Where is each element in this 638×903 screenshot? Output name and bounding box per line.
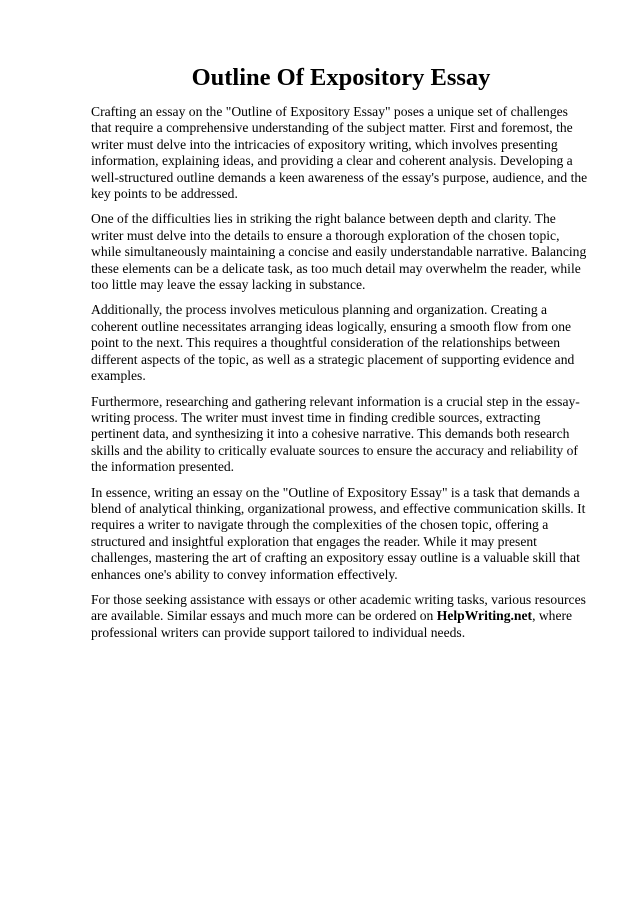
paragraph-4: Furthermore, researching and gathering relevant information is a crucial step in the essay-writing process. The writer must invest time in finding credible sources, extracting pertinent data, and synthesizing it into a cohesive narrative. This demands both research skills and the ability to critically evaluate sources to ensure the accuracy and reliability of the information presented. xyxy=(91,393,580,475)
paragraph-3: Additionally, the process involves meticulous planning and organization. Creating a coherent outline necessitates arranging ideas logically, ensuring a smooth flow from one point to the next. This requires a thoughtful consideration of the relationships between different aspects of the topic, as well as a strategic placement of supporting evidence and examples. xyxy=(91,302,575,384)
paragraph-6-text-before: For those seeking assistance with essays or other academic writing tasks, various resources are available. Similar essays and much more can be ordered on xyxy=(91,591,586,624)
paragraph-2: One of the difficulties lies in striking the right balance between depth and clarity. The writer must delve into the details to ensure a thorough exploration of the chosen topic, while simultaneously maintaining a concise and easily understandable narrative. Balancing these elements can be a delicate task, as too much detail may overwhelm the reader, while too little may leave the essay lacking in substance. xyxy=(91,211,587,293)
paragraph-6-text-after: , where professional writers can provide support tailored to individual needs. xyxy=(91,608,573,640)
service-name: HelpWriting.net xyxy=(436,608,533,624)
document-title: Outline Of Expository Essay xyxy=(191,64,491,91)
paragraph-1: Crafting an essay on the "Outline of Expository Essay" poses a unique set of challenges that require a comprehensive understanding of the subject matter. First and foremost, the writer must delve into the intricacies of expository writing, which involves presenting information, explaining ideas, and providing a clear and coherent analysis. Developing a well-structured outline demands a keen awareness of the essay's purpose, audience, and the key points to be addressed. xyxy=(91,104,588,202)
paragraph-6 xyxy=(91,592,591,641)
paragraph-5: In essence, writing an essay on the "Outline of Expository Essay" is a task that demands a blend of analytical thinking, organizational prowess, and effective communication skills. It requires a writer to navigate through the complexities of the chosen topic, offering a structured and insightful exploration that engages the reader. While it may present challenges, mastering the art of crafting an expository essay outline is a valuable skill that enhances one's ability to convey information effectively. xyxy=(91,484,586,582)
